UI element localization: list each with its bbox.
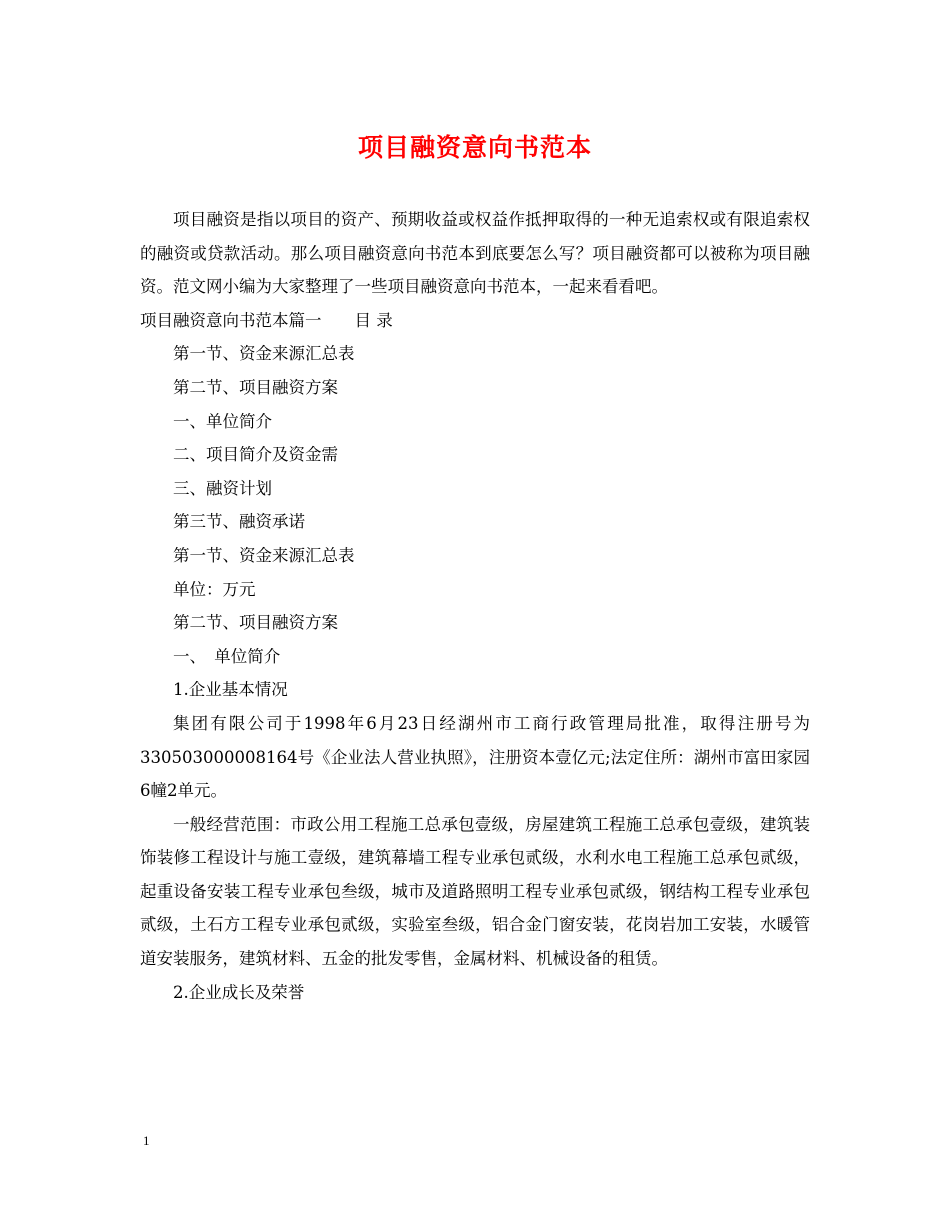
document-title: 项目融资意向书范本 — [357, 133, 592, 162]
intro-paragraph: 项目融资是指以项目的资产、预期收益或权益作抵押取得的一种无追索权或有限追索权的融资或贷款活动。那么项目融资意向书范本到底要怎么写？项目融资都可以被称为项目融资。范文网小编为大家整理了一些项目融资意向书范本，一起来看看吧。 — [140, 210, 810, 297]
table-of-contents — [140, 337, 810, 539]
toc-item: 二、项目简介及资金需 — [173, 445, 338, 465]
section1-title: 第一节、资金来源汇总表 — [173, 545, 355, 565]
item2-title: 2.企业成长及荣誉 — [173, 982, 305, 1002]
section2-title: 第二节、项目融资方案 — [173, 613, 338, 633]
company-info-paragraph: 集团有限公司于1998年6月23日经湖州市工商行政管理局批准，取得注册号为330503000008164号《企业法人营业执照》，注册资本壹亿元;法定住所：湖州市富田家园6幢2单元。 — [140, 713, 810, 801]
toc-item: 三、融资计划 — [173, 478, 272, 498]
toc-item: 第二节、项目融资方案 — [173, 377, 338, 397]
toc-item: 第三节、融资承诺 — [173, 512, 305, 532]
section-heading: 项目融资意向书范本篇一 目 录 — [140, 310, 393, 330]
subsection1-title: 一、 单位简介 — [173, 646, 281, 666]
item1-title: 1.企业基本情况 — [173, 680, 288, 700]
document-body — [140, 203, 810, 1009]
page-number: 1 — [143, 1133, 150, 1148]
toc-item: 第一节、资金来源汇总表 — [173, 344, 355, 364]
unit-label: 单位：万元 — [173, 579, 256, 599]
toc-item: 一、单位简介 — [173, 411, 272, 431]
business-scope-paragraph: 一般经营范围：市政公用工程施工总承包壹级，房屋建筑工程施工总承包壹级，建筑装饰装修工程设计与施工壹级，建筑幕墙工程专业承包贰级，水利水电工程施工总承包贰级，起重设备安装工程专业承包叁级，城市及道路照明工程专业承包贰级，钢结构工程专业承包贰级，土石方工程专业承包贰级，实验室叁级，铝合金门窗安装，花岗岩加工安装，水暖管道安装服务，建筑材料、五金的批发零售，金属材料、机械设备的租赁。 — [140, 814, 810, 969]
